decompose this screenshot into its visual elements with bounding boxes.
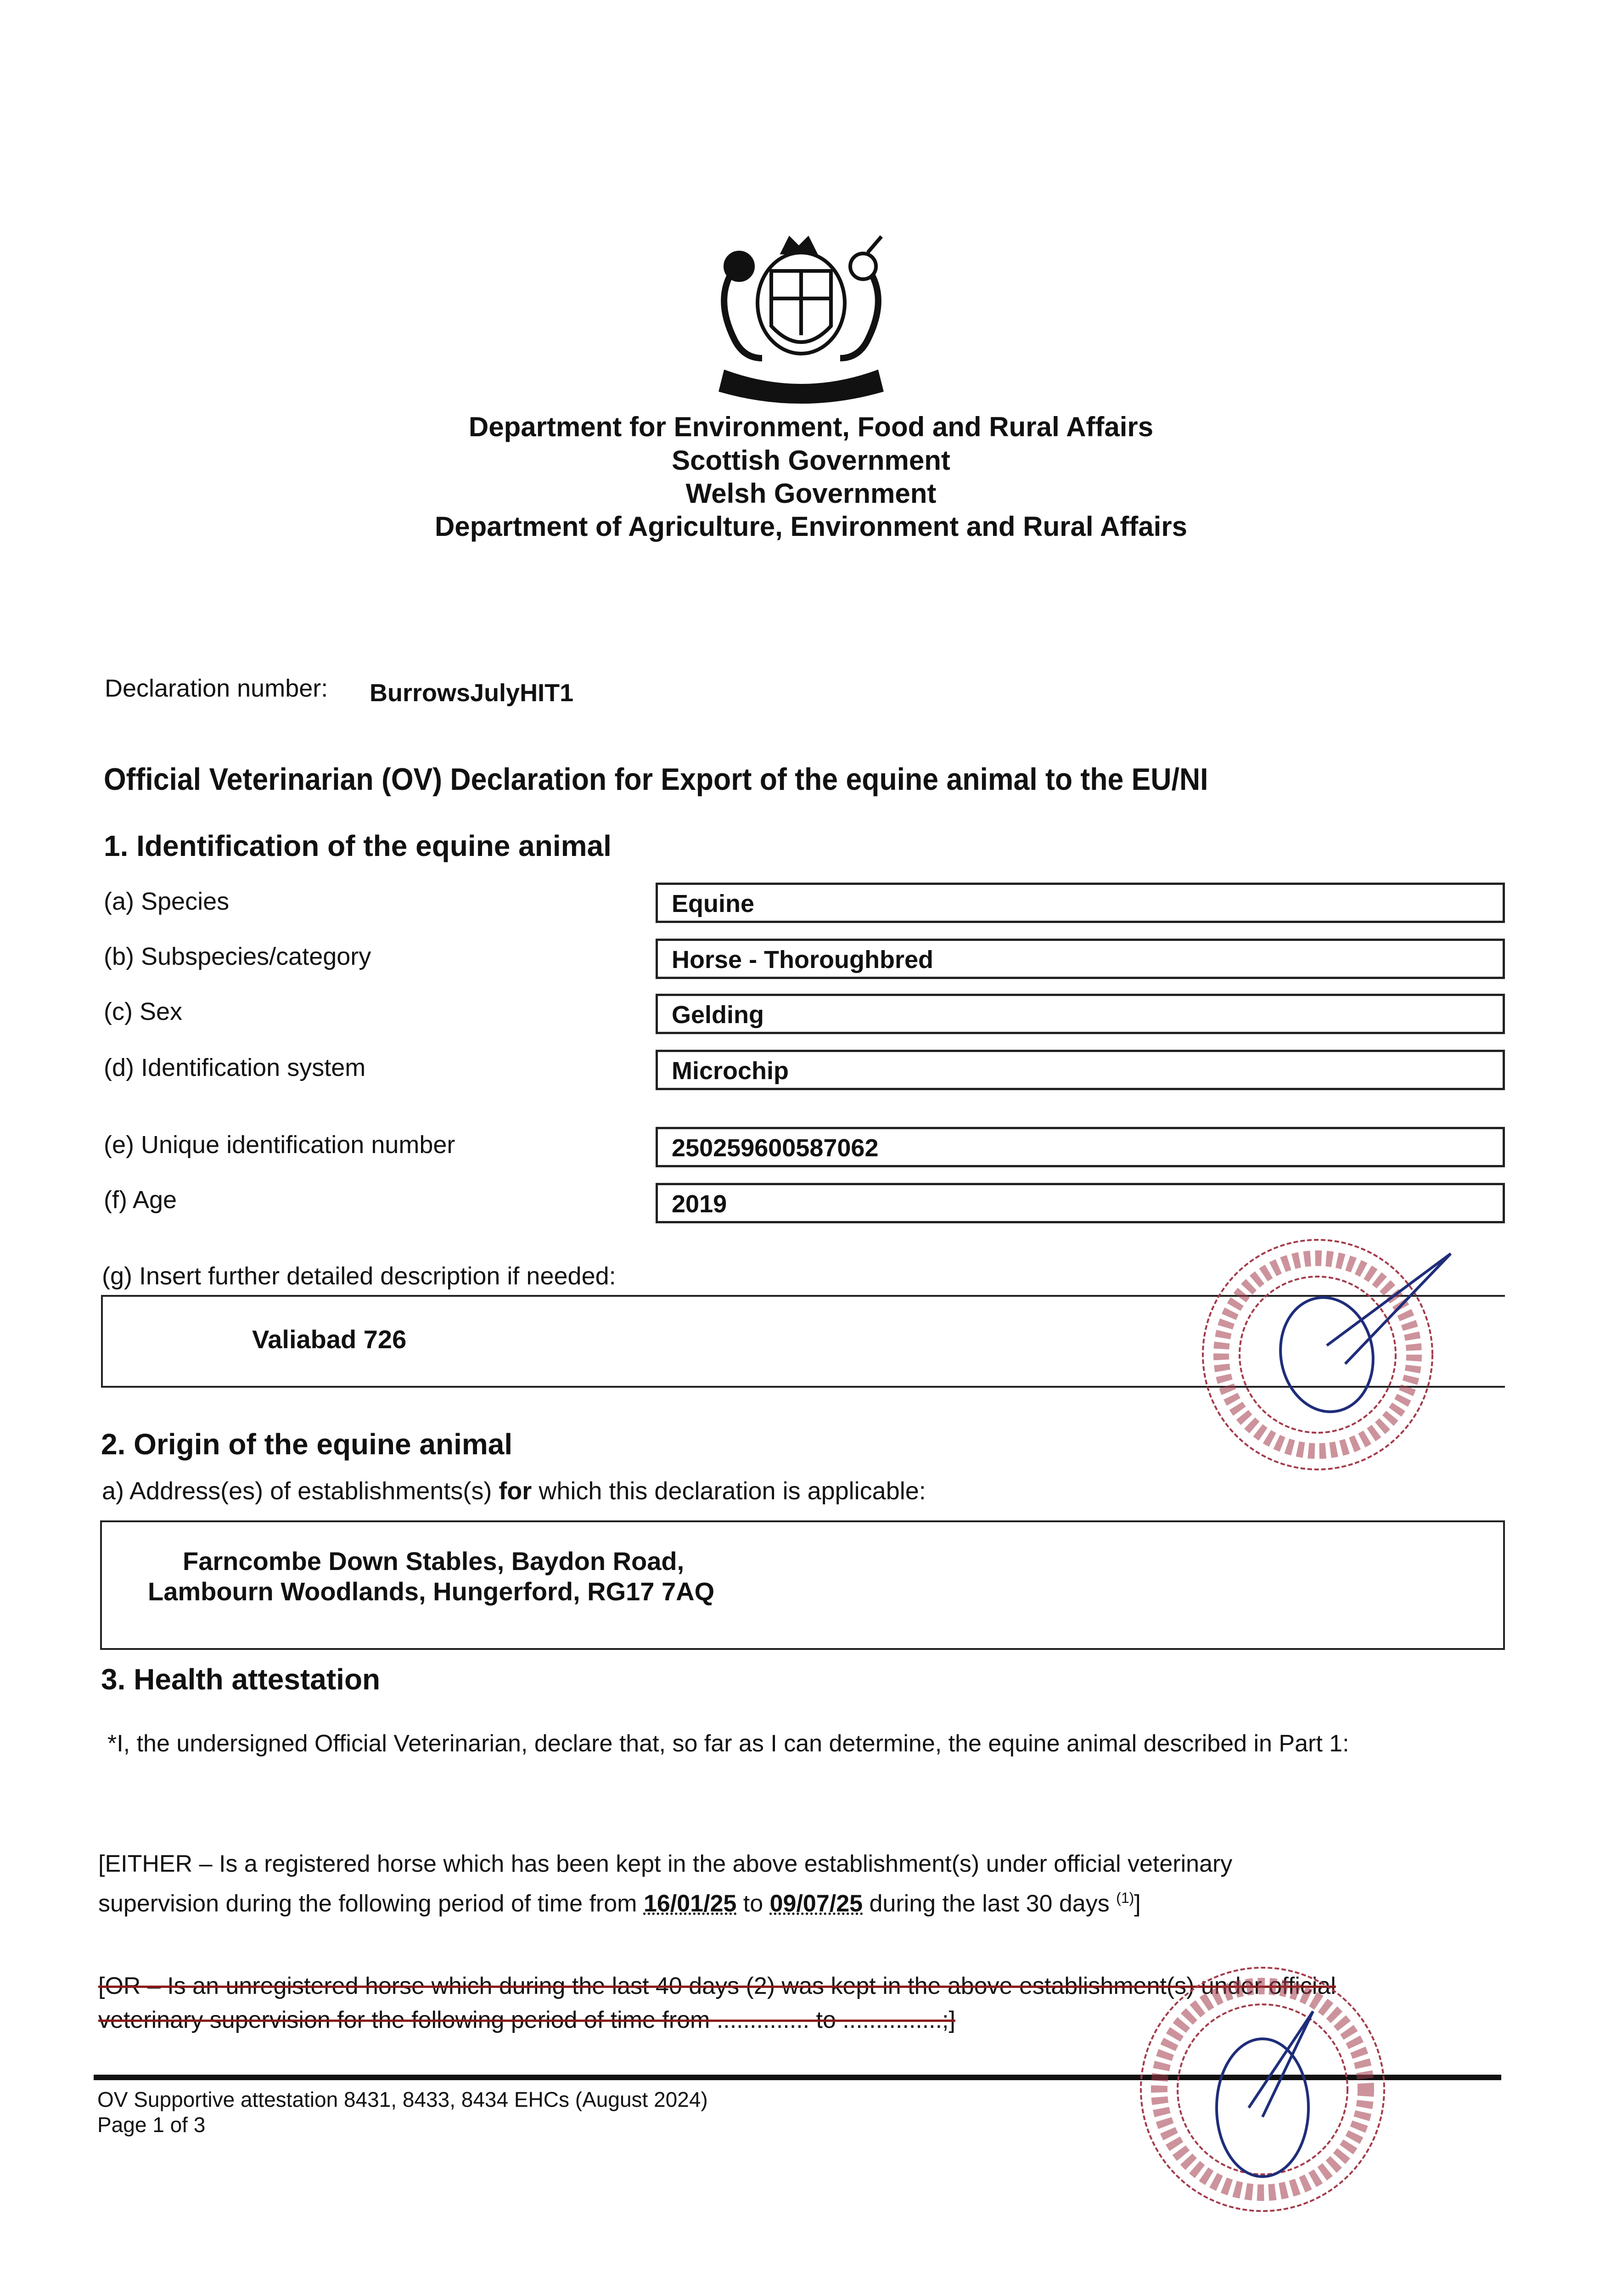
subspecies-field: Horse - Thoroughbred [656,939,1505,979]
to-date: 09/07/25 [769,1890,863,1917]
identification-system-field: Microchip [656,1050,1505,1090]
department-defra: Department for Environment, Food and Rural Affairs [468,411,1154,442]
age-field: 2019 [656,1183,1505,1223]
address-line1: Farncombe Down Stables, Baydon Road, [183,1547,685,1576]
subspecies-label: (b) Subspecies/category [104,943,371,970]
uid-field: 250259600587062 [656,1127,1505,1167]
declaration-number-label: Declaration number: [105,675,328,702]
species-field: Equine [656,883,1505,923]
sex-field: Gelding [656,994,1505,1034]
footer-attestation: OV Supportive attestation 8431, 8433, 8434 EHCs (August 2024) [97,2088,708,2111]
species-label: (a) Species [104,888,230,915]
text-bold: for [499,1477,532,1505]
department-welsh-government: Welsh Government [685,478,937,509]
either-line2 [98,1881,1141,1920]
text: during the last 30 days [863,1890,1117,1917]
page-title: Official Veterinarian (OV) Declaration for Export of the equine animal to the EU/NI [104,762,1208,797]
identification-system-label: (d) Identification system [104,1054,366,1081]
further-description-label: (g) Insert further detailed description if needed: [102,1262,616,1290]
footnote-ref: (1) [1116,1890,1134,1906]
age-label: (f) Age [104,1186,177,1214]
royal-crest-icon [702,234,900,404]
section3-heading: 3. Health attestation [101,1663,381,1696]
address-box [100,1520,1505,1650]
further-description-value: Valiabad 726 [252,1325,407,1354]
official-veterinarian-stamp-icon [1129,1956,1414,2241]
text: which this declaration is applicable: [532,1477,926,1505]
address-line2: Lambourn Woodlands, Hungerford, RG17 7AQ [148,1577,715,1606]
or-line2-struck: veterinary supervision for the following period of time from .............. to ...............;] [98,2007,955,2033]
health-intro: *I, the undersigned Official Veterinarian, declare that, so far as I can determine, the equine animal described in Part 1: [107,1730,1349,1757]
official-veterinarian-stamp-icon [1189,1231,1474,1488]
text: ] [1134,1890,1141,1917]
section1-heading: 1. Identification of the equine animal [104,829,612,862]
department-daera: Department of Agriculture, Environment and Rural Affairs [434,511,1188,542]
footer-page-number: Page 1 of 3 [97,2113,206,2137]
text: to [736,1890,770,1917]
declaration-number-value: BurrowsJulyHIT1 [370,679,574,707]
from-date: 16/01/25 [643,1890,737,1917]
text: supervision during the following period of time from [98,1890,644,1917]
text: a) Address(es) of establishments(s) [102,1477,499,1505]
section2-subheading [102,1477,926,1505]
sex-label: (c) Sex [104,998,183,1025]
either-line1: [EITHER – Is a registered horse which has been kept in the above establishment(s) under official veterinary [98,1851,1233,1877]
or-line1-struck: [OR – Is an unregistered horse which during the last 40 days (2) was kept in the above establishment(s) under official [98,1973,1336,1999]
uid-label: (e) Unique identification number [104,1131,455,1159]
department-scottish-government: Scottish Government [672,445,950,476]
section2-heading: 2. Origin of the equine animal [101,1428,513,1461]
